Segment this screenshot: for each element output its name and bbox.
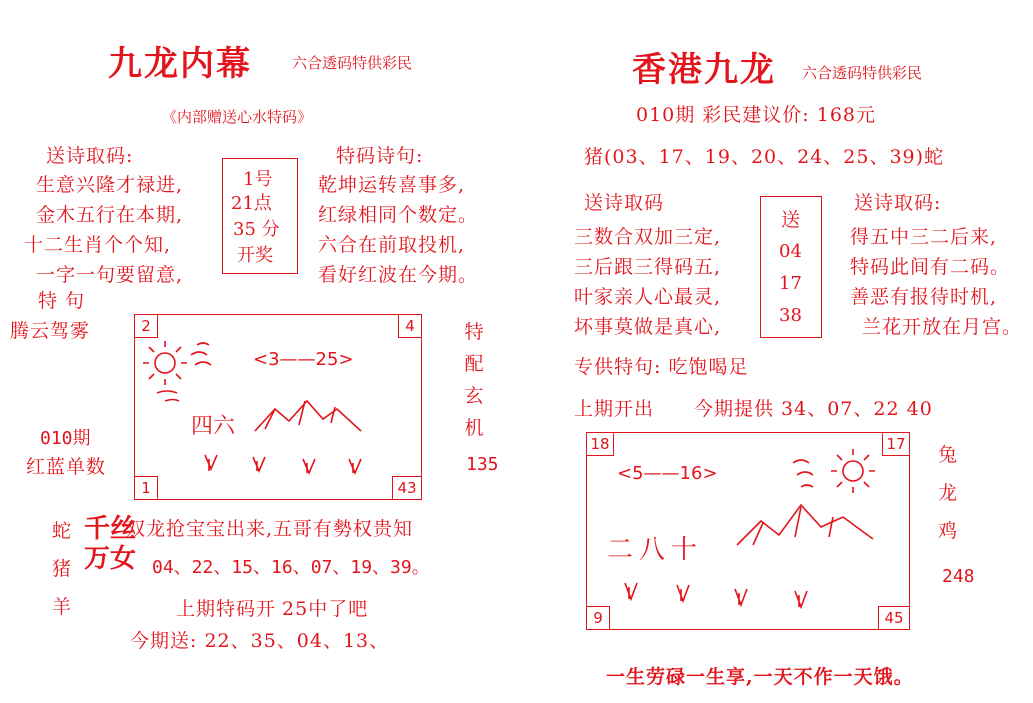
today-send: 今期送: 22、35、04、13、 xyxy=(130,630,390,652)
left-poem2-line: 六合在前取投机, xyxy=(318,234,466,256)
zodiac-char: 兔 xyxy=(938,444,959,466)
drawing-range: <3——25> xyxy=(253,349,354,370)
left-poem2-line: 乾坤运转喜事多, xyxy=(318,174,466,196)
zodiac-char: 鸡 xyxy=(938,520,959,542)
left-poem2-heading: 特码诗句: xyxy=(336,145,424,167)
last-draw-line xyxy=(176,594,368,621)
right-poem2-line: 得五中三二后来, xyxy=(850,226,998,248)
right-poem1-heading: 送诗取码 xyxy=(584,192,665,214)
drawing-range: <5——16> xyxy=(617,463,718,484)
zodiac-char: 猪 xyxy=(52,558,73,580)
corner-number: 9 xyxy=(586,606,610,630)
draw-time-l2: 21点 xyxy=(231,193,272,214)
zodiac-char: 羊 xyxy=(52,596,73,618)
right-poem2-heading: 送诗取码: xyxy=(854,192,942,214)
left-poem1-line: 十二生肖个个知, xyxy=(24,234,172,256)
right-drawing xyxy=(586,432,910,630)
drawing-chars: 四六 xyxy=(191,414,236,439)
draw-time-l4: 开奖 xyxy=(237,245,273,266)
right-special-line: 专供特句: 吃饱喝足 xyxy=(574,356,749,378)
grass-icon xyxy=(205,455,217,471)
special-phrase: 腾云驾雾 xyxy=(10,320,91,342)
corner-number: 17 xyxy=(882,432,910,456)
left-subtitle: 六合透码特供彩民 xyxy=(292,54,413,72)
right-poem2-line: 特码此间有二码。 xyxy=(850,256,1011,278)
bird-strokes xyxy=(793,460,813,487)
right-title: 香港九龙 xyxy=(632,50,776,90)
left-poem1-heading: 送诗取码: xyxy=(46,145,134,167)
right-provide: 今期提供 34、07、22 40 xyxy=(694,398,933,420)
right-issue-line: 010期 彩民建议价: 168元 xyxy=(636,104,877,126)
corner-number: 2 xyxy=(134,314,158,338)
corner-number: 43 xyxy=(392,476,422,500)
corner-number: 18 xyxy=(586,432,614,456)
left-poem1-line: 一字一句要留意, xyxy=(36,264,184,286)
left-poem2-line: 红绿相同个数定。 xyxy=(318,204,479,226)
left-poem1-line: 金木五行在本期, xyxy=(36,204,184,226)
left-numbers: 04、22、15、16、07、19、39。 xyxy=(152,557,430,578)
side-char: 特 xyxy=(464,321,484,343)
right-poem1-line: 三后跟三得码五, xyxy=(574,256,722,278)
left-side-number: 135 xyxy=(466,454,499,475)
last-draw-prefix: 上期特码开 xyxy=(176,598,277,620)
right-poem2-line: 善恶有报待时机, xyxy=(850,286,998,308)
pig-line: 猪(03、17、19、20、24、25、39)蛇 xyxy=(584,146,945,168)
handwritten-line: 千丝 xyxy=(84,514,137,544)
right-sketch xyxy=(587,433,909,629)
left-title: 九龙内幕 xyxy=(108,44,252,84)
send-box-title: 送 xyxy=(781,209,802,231)
right-poem1-line: 坏事莫做是真心, xyxy=(574,316,722,338)
left-drawing xyxy=(134,314,422,500)
last-draw-suffix: 25中了吧 xyxy=(282,598,369,620)
right-subtitle: 六合透码特供彩民 xyxy=(802,64,923,82)
send-box xyxy=(760,196,822,338)
right-footer: 一生劳碌一生享,一天不作一天饿。 xyxy=(606,666,914,688)
zodiac-vertical xyxy=(52,516,72,630)
left-poem2-line: 看好红波在今期。 xyxy=(318,264,479,286)
zodiac-char: 蛇 xyxy=(52,520,73,542)
mountain-icon xyxy=(737,505,873,545)
special-label: 特 句 xyxy=(38,290,86,312)
side-vertical-text xyxy=(462,316,486,444)
send-box-number: 17 xyxy=(779,273,802,294)
corner-number: 4 xyxy=(398,314,422,338)
side-char: 机 xyxy=(464,417,484,439)
corner-number: 1 xyxy=(134,476,158,500)
draw-time-l1: 1号 xyxy=(243,169,273,190)
corner-number: 45 xyxy=(878,606,910,630)
bird-strokes xyxy=(191,343,211,365)
side-char: 配 xyxy=(464,353,484,375)
left-poem1-line: 生意兴隆才禄进, xyxy=(36,174,184,196)
right-last-draw: 上期开出 xyxy=(574,398,655,420)
left-inner-note: 《内部赠送心水特码》 xyxy=(162,108,313,126)
draw-time-box xyxy=(222,158,298,274)
right-poem1-line: 叶家亲人心最灵, xyxy=(574,286,722,308)
color-hint: 红蓝单数 xyxy=(26,456,107,478)
sun-icon xyxy=(843,461,863,481)
side-char: 玄 xyxy=(464,385,484,407)
dragon-line: 双龙抢宝宝出来,五哥有勢权贵知 xyxy=(126,518,414,540)
handwritten-line: 万女 xyxy=(84,544,137,574)
right-poem1-line: 三数合双加三定, xyxy=(574,226,722,248)
grass-icon xyxy=(625,583,637,599)
right-poem2-line: 兰花开放在月宫。 xyxy=(862,316,1023,338)
left-sketch xyxy=(135,315,421,499)
right-side-number: 248 xyxy=(942,566,975,587)
send-box-number: 04 xyxy=(779,241,802,262)
send-box-number: 38 xyxy=(779,305,802,326)
zodiac-char: 龙 xyxy=(938,482,959,504)
left-issue: 010期 xyxy=(40,428,91,449)
right-zodiac-vertical xyxy=(938,440,958,554)
draw-time-l3: 35 分 xyxy=(233,219,280,240)
drawing-chars: 二八十 xyxy=(607,535,704,565)
sun-icon xyxy=(155,353,175,373)
